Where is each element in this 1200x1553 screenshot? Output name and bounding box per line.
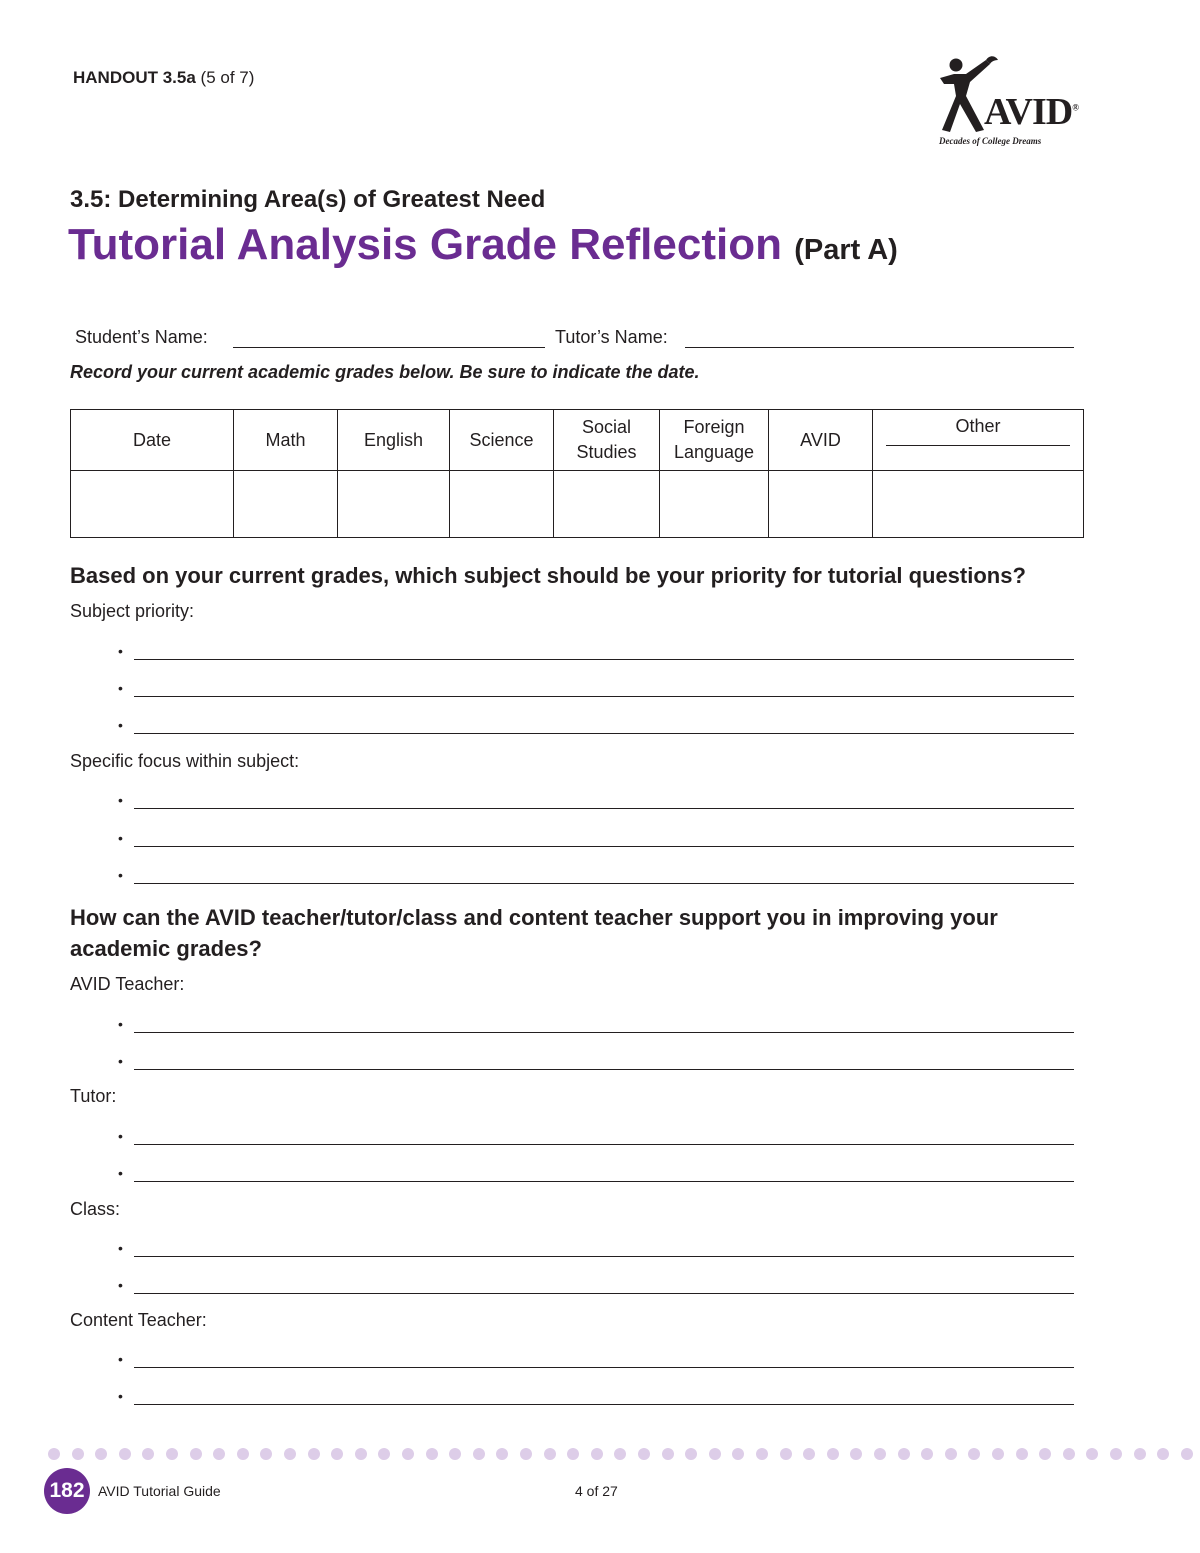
- class-line-2[interactable]: [134, 1293, 1074, 1294]
- divider-dot: [260, 1448, 272, 1460]
- avid-teacher-label: AVID Teacher:: [70, 974, 185, 994]
- avid-teacher-line-2[interactable]: [134, 1069, 1074, 1070]
- page-title-part: (Part A): [794, 234, 898, 266]
- bullet: •: [118, 792, 123, 808]
- divider-dot: [520, 1448, 532, 1460]
- grade-cell-english[interactable]: [338, 471, 450, 538]
- student-name-label: Student’s Name:: [75, 327, 208, 347]
- bullet: •: [118, 1277, 123, 1293]
- divider-dot: [426, 1448, 438, 1460]
- divider-dot: [544, 1448, 556, 1460]
- divider-dot: [190, 1448, 202, 1460]
- grade-cell-science[interactable]: [450, 471, 554, 538]
- tutor-name-label: Tutor’s Name:: [555, 327, 668, 347]
- divider-dot: [355, 1448, 367, 1460]
- bullet: •: [118, 1128, 123, 1144]
- divider-dot: [402, 1448, 414, 1460]
- col-header-social-studies: Social Studies: [554, 410, 660, 471]
- avid-teacher-line-1[interactable]: [134, 1032, 1074, 1033]
- subject-priority-line-3[interactable]: [134, 733, 1074, 734]
- divider-dot: [945, 1448, 957, 1460]
- subject-priority-label: Subject priority:: [70, 601, 195, 621]
- specific-focus-line-3[interactable]: [134, 883, 1074, 884]
- bullet: •: [118, 1388, 123, 1404]
- avid-tagline: Decades of College Dreams: [939, 136, 1042, 146]
- divider-dot: [166, 1448, 178, 1460]
- tutor-name-row: [555, 327, 668, 348]
- guide-title: AVID Tutorial Guide: [98, 1483, 221, 1499]
- col-header-math: Math: [234, 410, 338, 471]
- divider-dot: [921, 1448, 933, 1460]
- bullet: •: [118, 1351, 123, 1367]
- divider-dot: [803, 1448, 815, 1460]
- grade-cell-other[interactable]: [873, 471, 1084, 538]
- bullet: •: [118, 1240, 123, 1256]
- instruction-text: Record your current academic grades below. Be sure to indicate the date.: [70, 362, 700, 382]
- question-support: How can the AVID teacher/tutor/class and content teacher support you in improving your academic grades?: [70, 905, 998, 961]
- divider-dot: [732, 1448, 744, 1460]
- handout-label: HANDOUT 3.5a (5 of 7): [73, 68, 255, 87]
- divider-dot: [72, 1448, 84, 1460]
- divider-dot: [709, 1448, 721, 1460]
- divider-dot: [591, 1448, 603, 1460]
- divider-dot: [473, 1448, 485, 1460]
- divider-dot: [756, 1448, 768, 1460]
- col-header-science: Science: [450, 410, 554, 471]
- bullet: •: [118, 717, 123, 733]
- divider-dot: [827, 1448, 839, 1460]
- avid-logo: [936, 54, 1086, 150]
- page-title: Tutorial Analysis Grade Reflection (Part A): [68, 220, 898, 269]
- divider-dot: [95, 1448, 107, 1460]
- divider-dot: [331, 1448, 343, 1460]
- subject-priority-line-1[interactable]: [134, 659, 1074, 660]
- content-teacher-label: Content Teacher:: [70, 1310, 207, 1330]
- page-number-badge: 182: [44, 1468, 90, 1514]
- divider-dot: [567, 1448, 579, 1460]
- divider-dot: [1039, 1448, 1051, 1460]
- col-header-foreign-language: Foreign Language: [660, 410, 769, 471]
- bullet: •: [118, 830, 123, 846]
- content-teacher-line-1[interactable]: [134, 1367, 1074, 1368]
- grade-cell-foreign-language[interactable]: [660, 471, 769, 538]
- student-name-field[interactable]: [233, 347, 545, 348]
- tutor-name-field[interactable]: [685, 347, 1074, 348]
- bullet: •: [118, 680, 123, 696]
- divider-dot: [1134, 1448, 1146, 1460]
- subject-priority-line-2[interactable]: [134, 696, 1074, 697]
- divider-dot: [1181, 1448, 1193, 1460]
- divider-dot: [308, 1448, 320, 1460]
- section-title: 3.5: Determining Area(s) of Greatest Need: [70, 186, 546, 213]
- col-header-english: English: [338, 410, 450, 471]
- grades-table: [70, 409, 1084, 538]
- grade-cell-date[interactable]: [71, 471, 234, 538]
- divider-dot: [449, 1448, 461, 1460]
- specific-focus-label: Specific focus within subject:: [70, 751, 300, 771]
- divider-dot: [968, 1448, 980, 1460]
- divider-dot: [638, 1448, 650, 1460]
- grade-cell-social-studies[interactable]: [554, 471, 660, 538]
- class-label: Class:: [70, 1199, 121, 1219]
- divider-dot: [614, 1448, 626, 1460]
- bullet: •: [118, 1016, 123, 1032]
- bullet: •: [118, 1053, 123, 1069]
- class-line-1[interactable]: [134, 1256, 1074, 1257]
- divider-dot: [1157, 1448, 1169, 1460]
- divider-dot: [142, 1448, 154, 1460]
- grade-cell-avid[interactable]: [769, 471, 873, 538]
- divider-dot: [378, 1448, 390, 1460]
- question-priority: Based on your current grades, which subject should be your priority for tutorial questions?: [70, 563, 1026, 588]
- bullet: •: [118, 643, 123, 659]
- tutor-line-1[interactable]: [134, 1144, 1074, 1145]
- grades-entry-row: [71, 471, 1084, 538]
- name-row: [75, 327, 208, 348]
- specific-focus-line-2[interactable]: [134, 846, 1074, 847]
- divider-dot: [874, 1448, 886, 1460]
- divider-dot: [1110, 1448, 1122, 1460]
- other-subject-field[interactable]: [886, 445, 1070, 446]
- col-header-other: Other: [873, 410, 1084, 471]
- dotted-divider: [48, 1447, 1200, 1461]
- divider-dot: [780, 1448, 792, 1460]
- divider-dot: [1016, 1448, 1028, 1460]
- divider-dot: [992, 1448, 1004, 1460]
- divider-dot: [284, 1448, 296, 1460]
- bullet: •: [118, 867, 123, 883]
- divider-dot: [850, 1448, 862, 1460]
- grades-header-row: [71, 410, 1084, 471]
- divider-dot: [898, 1448, 910, 1460]
- divider-dot: [1086, 1448, 1098, 1460]
- avid-wordmark: AVID®: [984, 91, 1078, 133]
- grade-cell-math[interactable]: [234, 471, 338, 538]
- divider-dot: [213, 1448, 225, 1460]
- divider-dot: [496, 1448, 508, 1460]
- col-header-date: Date: [71, 410, 234, 471]
- tutor-line-2[interactable]: [134, 1181, 1074, 1182]
- divider-dot: [1063, 1448, 1075, 1460]
- divider-dot: [48, 1448, 60, 1460]
- tutor-label: Tutor:: [70, 1086, 117, 1106]
- page-of-indicator: 4 of 27: [575, 1483, 618, 1499]
- specific-focus-line-1[interactable]: [134, 808, 1074, 809]
- divider-dot: [662, 1448, 674, 1460]
- divider-dot: [237, 1448, 249, 1460]
- col-header-avid: AVID: [769, 410, 873, 471]
- content-teacher-line-2[interactable]: [134, 1404, 1074, 1405]
- divider-dot: [685, 1448, 697, 1460]
- divider-dot: [119, 1448, 131, 1460]
- bullet: •: [118, 1165, 123, 1181]
